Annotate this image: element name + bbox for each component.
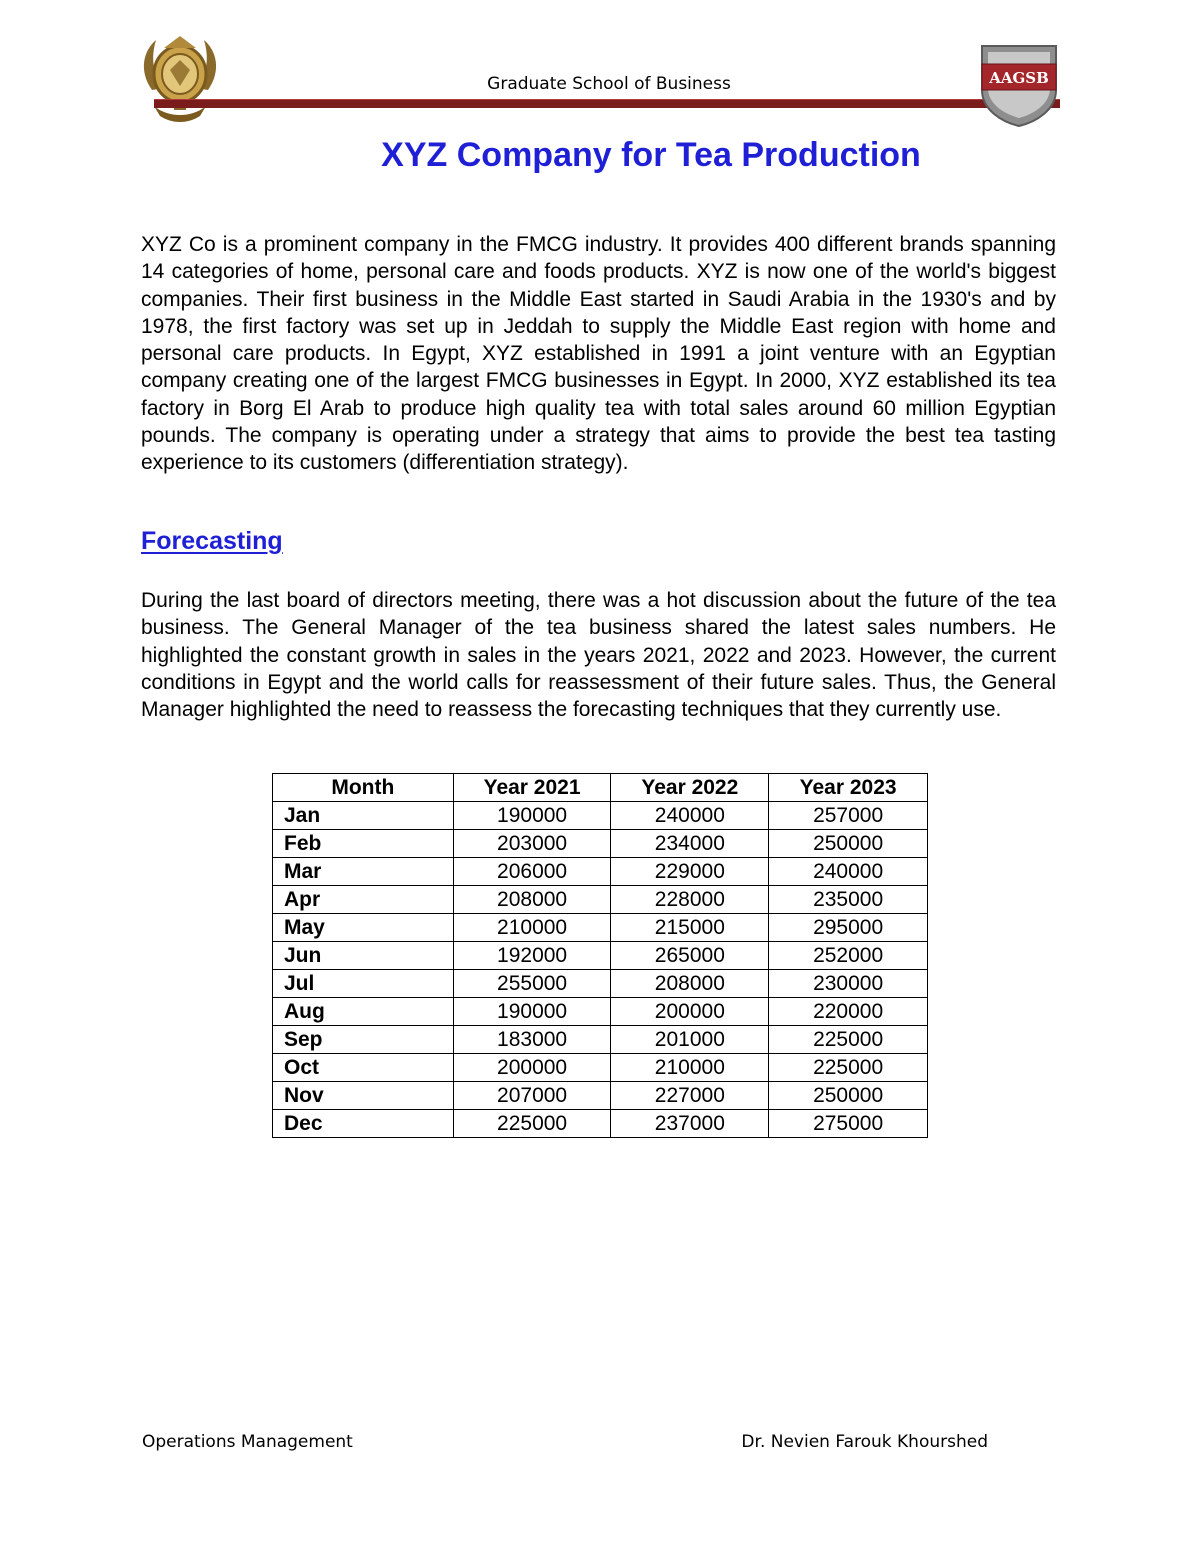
month-cell: Jun (273, 942, 454, 970)
value-cell: 237000 (611, 1110, 769, 1138)
value-cell: 275000 (769, 1110, 928, 1138)
value-cell: 250000 (769, 1082, 928, 1110)
month-cell: Sep (273, 1026, 454, 1054)
value-cell: 208000 (611, 970, 769, 998)
value-cell: 210000 (453, 914, 611, 942)
value-cell: 206000 (453, 858, 611, 886)
month-cell: May (273, 914, 454, 942)
table-row (273, 942, 928, 970)
table-header-row (273, 774, 928, 802)
value-cell: 220000 (769, 998, 928, 1026)
month-cell: Mar (273, 858, 454, 886)
month-cell: Oct (273, 1054, 454, 1082)
value-cell: 208000 (453, 886, 611, 914)
value-cell: 200000 (453, 1054, 611, 1082)
table-row (273, 1054, 928, 1082)
table-row (273, 1026, 928, 1054)
table-row (273, 830, 928, 858)
footer-course-name: Operations Management (142, 1432, 353, 1452)
forecast-paragraph: During the last board of directors meeting, there was a hot discussion about the future of the tea business. The General Manager of the tea business shared the latest sales numbers. He highlighted the constant growth in sales in the years 2021, 2022 and 2023. However, the current conditions in Egypt and the world calls for reassessment of their future sales. Thus, the General Manager highlighted the need to reassess the forecasting techniques that they currently use. (141, 589, 1056, 722)
value-cell: 203000 (453, 830, 611, 858)
value-cell: 227000 (611, 1082, 769, 1110)
value-cell: 210000 (611, 1054, 769, 1082)
document-title: XYZ Company for Tea Production (381, 136, 921, 174)
aagsb-shield-icon (976, 40, 1062, 128)
aagsb-logo-text: AAGSB (989, 69, 1049, 87)
column-header-year-2021: Year 2021 (453, 774, 611, 802)
value-cell: 190000 (453, 998, 611, 1026)
value-cell: 200000 (611, 998, 769, 1026)
table-row (273, 1110, 928, 1138)
value-cell: 234000 (611, 830, 769, 858)
value-cell: 183000 (453, 1026, 611, 1054)
value-cell: 250000 (769, 830, 928, 858)
intro-paragraph: XYZ Co is a prominent company in the FMCG industry. It provides 400 different brands spanning 14 categories of home, personal care and foods products. XYZ is now one of the world's biggest companies. Their first business in the Middle East started in Saudi Arabia in the 1930's and by 1978, the first factory was set up in Jeddah to supply the Middle East region with home and personal care products. In Egypt, XYZ established in 1991 a joint venture with an Egyptian company creating one of the largest FMCG businesses in Egypt. In 2000, XYZ established its tea factory in Borg El Arab to produce high quality tea with total sales around 60 million Egyptian pounds. The company is operating under a strategy that aims to provide the best tea tasting experience to its customers (differentiation strategy). (141, 233, 1056, 475)
month-cell: Nov (273, 1082, 454, 1110)
value-cell: 228000 (611, 886, 769, 914)
value-cell: 265000 (611, 942, 769, 970)
value-cell: 257000 (769, 802, 928, 830)
table-row (273, 886, 928, 914)
table-row (273, 1082, 928, 1110)
value-cell: 201000 (611, 1026, 769, 1054)
month-cell: Jan (273, 802, 454, 830)
month-cell: Aug (273, 998, 454, 1026)
value-cell: 295000 (769, 914, 928, 942)
table-row (273, 858, 928, 886)
month-cell: Feb (273, 830, 454, 858)
table-row (273, 998, 928, 1026)
month-cell: Dec (273, 1110, 454, 1138)
value-cell: 255000 (453, 970, 611, 998)
value-cell: 240000 (611, 802, 769, 830)
value-cell: 230000 (769, 970, 928, 998)
sales-table (272, 773, 928, 1138)
value-cell: 252000 (769, 942, 928, 970)
value-cell: 190000 (453, 802, 611, 830)
column-header-year-2022: Year 2022 (611, 774, 769, 802)
footer-author-name: Dr. Nevien Farouk Khourshed (741, 1432, 988, 1452)
value-cell: 235000 (769, 886, 928, 914)
month-cell: Apr (273, 886, 454, 914)
table-row (273, 914, 928, 942)
column-header-month: Month (273, 774, 454, 802)
value-cell: 215000 (611, 914, 769, 942)
section-heading-forecasting: Forecasting (141, 527, 283, 555)
value-cell: 192000 (453, 942, 611, 970)
table-row (273, 970, 928, 998)
value-cell: 229000 (611, 858, 769, 886)
value-cell: 225000 (769, 1026, 928, 1054)
table-row (273, 802, 928, 830)
header-divider (154, 99, 1060, 108)
value-cell: 225000 (453, 1110, 611, 1138)
column-header-year-2023: Year 2023 (769, 774, 928, 802)
value-cell: 240000 (769, 858, 928, 886)
header-school-name: Graduate School of Business (487, 74, 731, 94)
value-cell: 225000 (769, 1054, 928, 1082)
month-cell: Jul (273, 970, 454, 998)
value-cell: 207000 (453, 1082, 611, 1110)
